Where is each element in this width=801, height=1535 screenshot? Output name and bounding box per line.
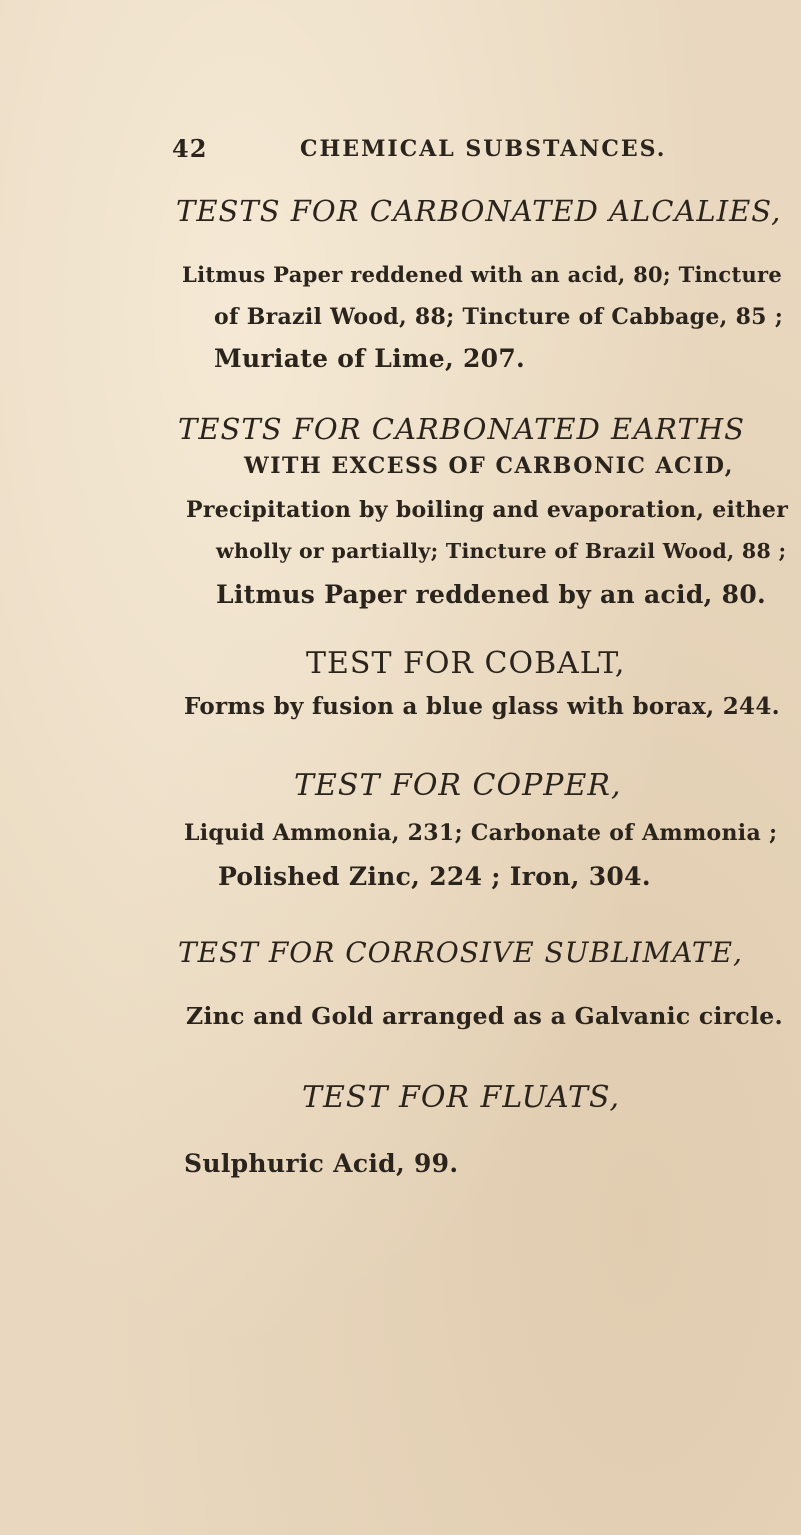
paragraph-line: Precipitation by boiling and evaporation, either [186,497,789,523]
paragraph-line: Zinc and Gold arranged as a Galvanic circle. [186,1002,784,1030]
section-heading-carbonated-alcalies: TESTS FOR CARBONATED ALCALIES, [176,194,782,228]
paragraph-line: Forms by fusion a blue glass with borax, 244. [184,693,780,720]
section-heading-fluats: TEST FOR FLUATS, [302,1080,621,1115]
paragraph-line: Muriate of Lime, 207. [214,344,526,373]
page-header [172,134,761,164]
paragraph-line: Liquid Ammonia, 231; Carbonate of Ammonia ; [184,820,778,846]
paragraph-line: of Brazil Wood, 88; Tincture of Cabbage, 85 ; [214,304,784,330]
section-heading-corrosive-sublimate: TEST FOR CORROSIVE SUBLIMATE, [178,936,743,969]
running-title: CHEMICAL SUBSTANCES. [300,136,667,162]
section-subheading: WITH EXCESS OF CARBONIC ACID, [244,453,734,479]
section-heading-copper: TEST FOR COPPER, [294,768,622,803]
paragraph-line: Litmus Paper reddened by an acid, 80. [216,580,767,609]
page-number: 42 [172,134,208,163]
paragraph-line: Sulphuric Acid, 99. [184,1149,459,1178]
section-heading-cobalt: TEST FOR COBALT, [306,646,626,681]
paragraph-line: Litmus Paper reddened with an acid, 80; Tincture [182,262,783,287]
paragraph-line: Polished Zinc, 224 ; Iron, 304. [218,862,651,891]
section-heading-carbonated-earths: TESTS FOR CARBONATED EARTHS [178,412,745,446]
paragraph-line: wholly or partially; Tincture of Brazil Wood, 88 ; [216,539,787,563]
